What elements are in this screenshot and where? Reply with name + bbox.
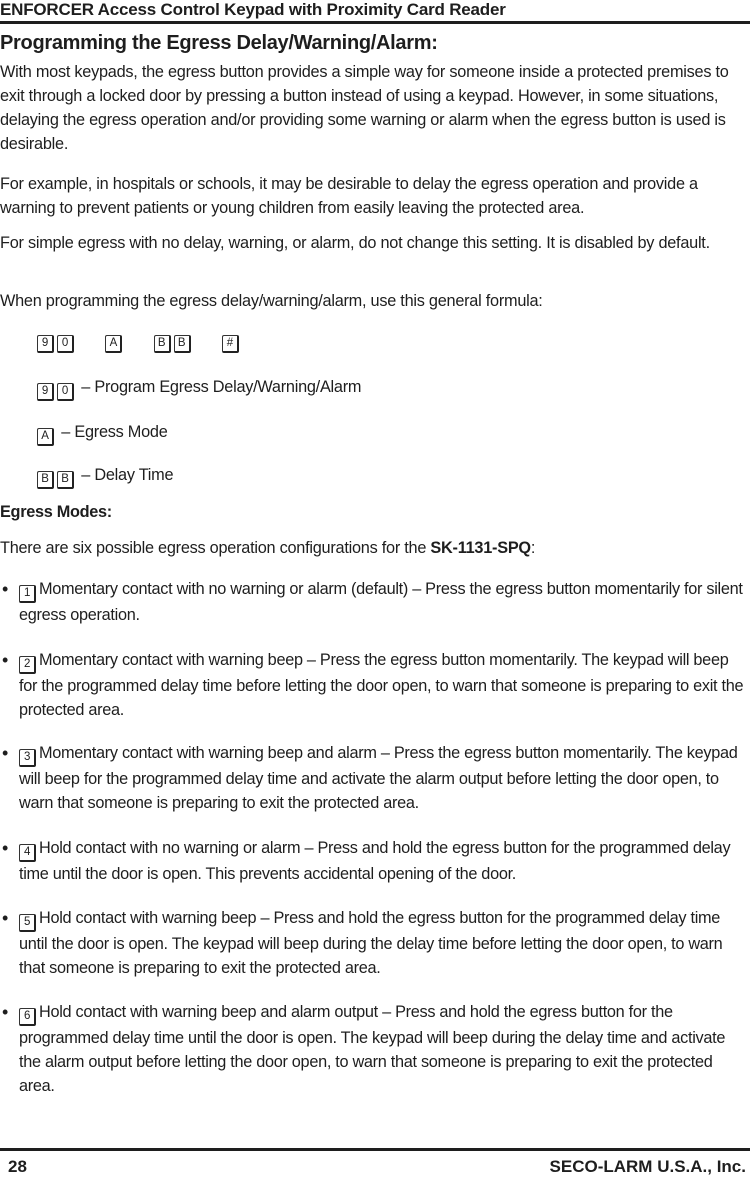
mode-item [0, 1000, 750, 1098]
paragraph-intro: With most keypads, the egress button provides a simple way for someone inside a protected premises to exit through a locked door by pressing a button instead of using a keypad. However, in some situations, delaying the egress operation and/or providing some warning or alarm when the egress button is used is desirable. [0, 63, 729, 153]
legend-mode-text: – Egress Mode [61, 423, 168, 441]
key-a: A [37, 428, 54, 446]
key-b: B [57, 471, 74, 489]
formula-group-delay [154, 328, 194, 353]
key-9: 9 [37, 335, 54, 353]
mode-item [0, 906, 750, 980]
bullet-dot: • [2, 908, 9, 928]
key-4: 4 [19, 844, 36, 862]
header-rule [0, 21, 750, 24]
mode-text: Hold contact with no warning or alarm – Press and hold the egress button for the programmed delay time until the door is open. This prevents accidental opening of the door. [19, 839, 731, 883]
mode-item [0, 836, 750, 886]
key-0: 0 [57, 335, 74, 353]
key-5: 5 [19, 914, 36, 932]
mode-text: Hold contact with warning beep – Press and hold the egress button for the programmed delay time until the door is open. The keypad will beep during the delay time before letting the door open, to warn that someone is preparing to exit the protected area. [19, 909, 723, 977]
key-6: 6 [19, 1008, 36, 1026]
key-b: B [154, 335, 171, 353]
key-1: 1 [19, 585, 36, 603]
mode-text: Momentary contact with warning beep and alarm – Press the egress button momentarily. The keypad will beep for the programmed delay time and activate the alarm output before letting the door open, to warn that someone is preparing to exit the protected area. [19, 744, 738, 812]
bullet-dot: • [2, 1002, 9, 1022]
mode-item [0, 741, 750, 815]
bullet-dot: • [2, 650, 9, 670]
legend-mode [37, 421, 168, 443]
mode-item [0, 577, 750, 627]
key-hash: # [222, 335, 239, 353]
formula-group-program [37, 328, 77, 353]
legend-program [37, 376, 361, 398]
paragraph-default: For simple egress with no delay, warning, or alarm, do not change this setting. It is disabled by default. [0, 234, 710, 252]
egress-modes-intro: There are six possible egress operation configurations for the SK-1131-SPQ: [0, 539, 536, 557]
key-9: 9 [37, 383, 54, 401]
key-b: B [174, 335, 191, 353]
model-number: SK-1131-SPQ [430, 539, 531, 557]
mode-item [0, 648, 750, 722]
key-b: B [37, 471, 54, 489]
mode-text: Momentary contact with no warning or alarm (default) – Press the egress button momentarily for silent egress operation. [19, 580, 743, 624]
formula-group-mode [105, 328, 125, 353]
paragraph-formula-intro: When programming the egress delay/warning/alarm, use this general formula: [0, 292, 543, 310]
key-a: A [105, 335, 122, 353]
bullet-dot: • [2, 579, 9, 599]
section-title: Programming the Egress Delay/Warning/Alarm: [0, 32, 438, 54]
footer-company: SECO-LARM U.S.A., Inc. [549, 1157, 746, 1176]
formula-group-end [222, 328, 242, 353]
footer-rule [0, 1148, 750, 1151]
page-number: 28 [8, 1157, 27, 1176]
legend-delay [37, 464, 173, 486]
running-header: ENFORCER Access Control Keypad with Proximity Card Reader [0, 0, 506, 19]
key-2: 2 [19, 656, 36, 674]
egress-modes-heading: Egress Modes: [0, 503, 112, 521]
legend-program-text: – Program Egress Delay/Warning/Alarm [81, 378, 362, 396]
paragraph-example: For example, in hospitals or schools, it may be desirable to delay the egress operation and provide a warning to prevent patients or young children from easily leaving the protected area. [0, 175, 698, 217]
key-3: 3 [19, 749, 36, 767]
legend-delay-text: – Delay Time [81, 466, 174, 484]
mode-text: Momentary contact with warning beep – Press the egress button momentarily. The keypad will beep for the programmed delay time before letting the door open, to warn that someone is preparing to exit the protected area. [19, 651, 744, 719]
bullet-dot: • [2, 743, 9, 763]
formula-row [37, 328, 266, 350]
key-0: 0 [57, 383, 74, 401]
mode-text: Hold contact with warning beep and alarm output – Press and hold the egress button for the programmed delay time until the door is open. The keypad will beep during the delay time and activate the alarm output before letting the door open, to warn that someone is preparing to exit the protected area. [19, 1003, 726, 1095]
bullet-dot: • [2, 838, 9, 858]
